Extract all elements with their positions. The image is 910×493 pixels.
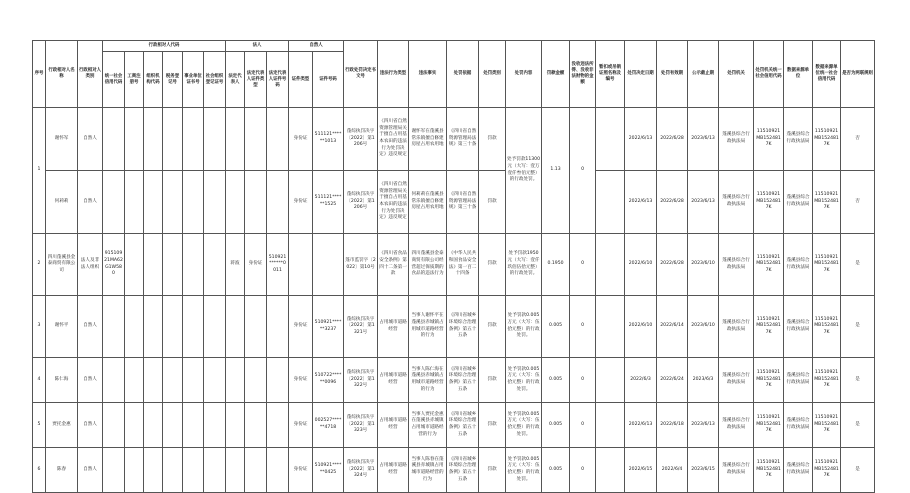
cell-violation-type: 《四川省自然资源管理局关于擅自占用基本农田的违法行为处罚决定》违反规定 [378,171,409,234]
cell-source-code: 11510921MB1524817K [813,296,841,358]
header-legal-rep: 法定代表人 [226,52,245,108]
cell-legal-rep [226,171,245,234]
cell-remark: 是 [841,234,875,296]
cell-source-unit: 蓬溪县综合行政执法局 [784,358,813,403]
cell-basis: 《四川省城乡环境综合治理条例》第五十五条 [447,403,479,448]
cell-source-unit: 蓬溪县综合行政执法局 [784,171,813,234]
cell-authority-code: 11510921MB1524817K [754,403,784,448]
cell-decision-no: 蓬综执罚决字〔2022〕第1323号 [344,403,378,448]
cell-source-code: 11510921MB1524817K [813,358,841,403]
cell-authority: 蓬溪县综合行政执法局 [719,234,754,296]
cell-seq: 1 [33,108,46,234]
cell-category: 罚款 [479,234,506,296]
header-org-code: 组织机构代码 [144,52,163,108]
cell-seq: 5 [33,403,46,448]
cell-party-type: 法人及非法人组织 [78,234,103,296]
cell-credit-code [103,296,125,358]
cell-valid-date: 2022/6/14 [657,296,688,358]
cell-authority: 蓬溪县综合行政执法局 [719,171,754,234]
header-credit-code: 统一社会信用代码 [103,52,125,108]
cell-party-name: 四川蓬溪县金泰商贸有限公司 [46,234,78,296]
header-party-type: 行政相对人类别 [78,41,103,108]
header-natural-group: 自然人 [289,41,344,52]
cell-confiscated: 0 [570,108,596,234]
cell-revoke-no [596,403,625,448]
cell-party-type: 自然人 [78,448,103,493]
cell-decision-no: 蓬综执罚决字〔2022〕第1324号 [344,448,378,493]
header-tax-reg: 税务登记号 [163,52,183,108]
header-public-deadline: 公示截止期 [688,41,719,108]
cell-revoke-no [596,234,625,296]
cell-tax-reg [163,448,183,493]
cell-id-no: 510722******0096 [313,358,344,403]
cell-fine: 0.005 [542,296,570,358]
cell-inst-cert [183,403,204,448]
header-party-name: 行政相对人名称 [46,41,78,108]
cell-source-unit: 蓬溪县综合行政执法局 [784,296,813,358]
cell-decision-no: 蓬综执罚决字〔2022〕第1322号 [344,358,378,403]
cell-authority: 蓬溪县综合行政执法局 [719,108,754,171]
cell-basis: 《中华人民共和国食品安全法》第一百二十四条 [447,234,479,296]
cell-source-code: 11510921MB1524817K [813,108,841,171]
cell-source-unit: 蓬溪县综合行政执法局 [784,234,813,296]
cell-seq: 2 [33,234,46,296]
cell-remark: 是 [841,448,875,493]
cell-valid-date: 2022/6/4 [657,448,688,493]
cell-party-name: 陈仁海 [46,358,78,403]
cell-valid-date: 2022/6/18 [657,403,688,448]
cell-decision-date: 2022/6/3 [625,358,657,403]
cell-basis: 《四川省城乡环境综合治理条例》第五十五条 [447,358,479,403]
cell-social-org [204,358,226,403]
cell-authority-code: 11510921MB1524817K [754,108,784,171]
cell-content: 处予罚款1950元（大写：壹仟玖佰伍拾元整）的行政处罚。 [506,234,542,296]
header-decision-date: 处罚决定日期 [625,41,657,108]
cell-remark: 是 [841,358,875,403]
header-remark: 是否为两联规则 [841,41,875,108]
cell-credit-code [103,448,125,493]
cell-fine: 1.13 [542,108,570,234]
penalty-table [32,40,905,493]
cell-category: 罚款 [479,403,506,448]
cell-id-no: 510921******0425 [313,448,344,493]
cell-revoke-no [596,296,625,358]
cell-legal-id-type [245,358,267,403]
cell-violation-facts: 当事人陈春在蓬溪县赤城镇占用城市道路经营的行为 [409,448,447,493]
cell-confiscated: 0 [570,403,596,448]
header-legal-id-type: 法定代表人证件类型 [245,52,267,108]
cell-authority: 蓬溪县综合行政执法局 [719,403,754,448]
cell-party-type: 自然人 [78,358,103,403]
cell-violation-type: 《四川省自然资源管理局关于擅自占用基本农田的违法行为处罚决定》违反规定 [378,108,409,171]
cell-authority-code: 11510921MB1524817K [754,448,784,493]
header-party-code-group: 行政相对人代码 [103,41,226,52]
cell-valid-date: 2022/6/24 [657,358,688,403]
header-legal-group: 法人 [226,41,289,52]
cell-basis: 《四川省城乡环境综合治理条例》第五十五条 [447,448,479,493]
cell-decision-no: 蓬综执罚决字〔2022〕第1206号 [344,108,378,171]
cell-authority: 蓬溪县综合行政执法局 [719,448,754,493]
header-source-code: 数据来源单位统一社会信用代码 [813,41,841,108]
cell-legal-rep: 蒋波 [226,234,245,296]
table-row [33,108,905,171]
cell-id-no: 511121******1013 [313,108,344,171]
table-row [33,448,905,493]
cell-org-code [144,448,163,493]
cell-seq: 6 [33,448,46,493]
cell-public-deadline: 2023/6/3 [688,358,719,403]
header-violation-type: 违法行为类型 [378,41,409,108]
cell-content: 处予罚款0.005万元（大写：伍拾元整）的行政处罚。 [506,358,542,403]
cell-public-deadline: 2023/6/13 [688,108,719,171]
cell-inst-cert [183,234,204,296]
cell-violation-type: 占用城市道路经营 [378,358,409,403]
cell-public-deadline: 2023/6/13 [688,403,719,448]
header-fine: 罚款金额 [542,41,570,108]
cell-decision-date: 2022/6/13 [625,171,657,234]
cell-public-deadline: 2023/6/10 [688,234,719,296]
cell-legal-rep [226,296,245,358]
cell-credit-code [103,403,125,448]
cell-remark: 否 [841,171,875,234]
cell-violation-type: 占用城市道路经营 [378,403,409,448]
cell-legal-rep [226,403,245,448]
cell-revoke-no [596,358,625,403]
header-seq: 序号 [33,41,46,108]
header-violation-facts: 违法事实 [409,41,447,108]
cell-public-deadline: 2023/6/10 [688,296,719,358]
cell-content: 处予罚款11300元（大写：壹万壹仟叁佰元整）的行政处罚。 [506,108,542,234]
cell-party-name: 贾托金惠 [46,403,78,448]
header-source-unit: 数据来源单位 [784,41,813,108]
header-confiscated: 没收违法所得、没收非法财物的金额 [570,41,596,108]
cell-violation-type: 占用城市道路经营 [378,296,409,358]
cell-legal-id-type: 身份证 [245,234,267,296]
cell-id-no [313,234,344,296]
table-row [33,358,905,403]
cell-party-name: 谢怀军 [46,108,78,171]
cell-inst-cert [183,171,204,234]
cell-legal-id-no [267,296,289,358]
cell-social-org [204,296,226,358]
cell-org-code [144,296,163,358]
cell-biz-reg [125,234,144,296]
header-content: 处罚内容 [506,41,542,108]
cell-source-code: 11510921MB1524817K [813,403,841,448]
header-basis: 处罚依据 [447,41,479,108]
cell-inst-cert [183,296,204,358]
cell-tax-reg [163,171,183,234]
table-row [33,171,905,234]
cell-source-code: 11510921MB1524817K [813,448,841,493]
cell-seq: 3 [33,296,46,358]
cell-id-type: 身份证 [289,403,313,448]
cell-seq: 4 [33,358,46,403]
cell-legal-id-type [245,108,267,171]
cell-content: 处予罚款0.005万元（大写：伍拾元整）的行政处罚。 [506,448,542,493]
cell-authority-code: 11510921MB1524817K [754,358,784,403]
cell-party-name: 陈春 [46,448,78,493]
cell-legal-id-type [245,403,267,448]
cell-violation-facts: 当事人陈仁海在蓬溪县赤城镇占用城市道路经营的行为 [409,358,447,403]
cell-legal-id-type [245,296,267,358]
cell-revoke-no [596,171,625,234]
cell-org-code [144,171,163,234]
cell-tax-reg [163,234,183,296]
cell-authority: 蓬溪县综合行政执法局 [719,296,754,358]
cell-id-type: 身份证 [289,358,313,403]
cell-tax-reg [163,108,183,171]
cell-source-unit: 蓬溪县综合行政执法局 [784,108,813,171]
cell-fine: 0.005 [542,403,570,448]
cell-category: 罚款 [479,448,506,493]
cell-biz-reg [125,403,144,448]
cell-revoke-no [596,108,625,171]
cell-legal-rep [226,448,245,493]
cell-tax-reg [163,403,183,448]
header-category: 处罚类别 [479,41,506,108]
cell-org-code [144,234,163,296]
cell-id-type: 身份证 [289,296,313,358]
cell-decision-no: 蓬综执罚决字〔2022〕第1206号 [344,171,378,234]
cell-decision-no: 蓬综执罚决字〔2022〕第1321号 [344,296,378,358]
cell-source-unit: 蓬溪县综合行政执法局 [784,403,813,448]
cell-party-type: 自然人 [78,108,103,171]
cell-public-deadline: 2023/6/15 [688,448,719,493]
cell-violation-facts: 四川蓬溪县金泰商贸有限公司经营超过保质期的食品的违法行为 [409,234,447,296]
cell-basis: 《四川省城乡环境综合治理条例》第五十五条 [447,296,479,358]
cell-legal-rep [226,358,245,403]
cell-social-org [204,171,226,234]
cell-decision-date: 2022/6/10 [625,234,657,296]
cell-remark: 是 [841,403,875,448]
cell-inst-cert [183,448,204,493]
cell-credit-code [103,171,125,234]
cell-violation-type: 《四川省食品安全条例》第四十二条第一款 [378,234,409,296]
table-row [33,296,905,358]
cell-credit-code [103,108,125,171]
cell-social-org [204,108,226,171]
cell-decision-no: 蓬市监罚字〔2022〕第10号 [344,234,378,296]
cell-legal-rep [226,108,245,171]
cell-source-code: 11510921MB1524817K [813,234,841,296]
cell-id-no: 002527******4718 [313,403,344,448]
cell-fine: 0.005 [542,358,570,403]
cell-id-no: 511121******1525 [313,171,344,234]
cell-violation-type: 占用城市道路经营 [378,448,409,493]
header-id-no: 证件号码 [313,52,344,108]
cell-party-type: 自然人 [78,171,103,234]
cell-legal-id-no [267,358,289,403]
header-valid-date: 处罚有效期 [657,41,688,108]
cell-category: 罚款 [479,171,506,234]
cell-decision-date: 2022/6/10 [625,296,657,358]
cell-biz-reg [125,108,144,171]
cell-tax-reg [163,358,183,403]
cell-legal-id-no: 510921******0011 [267,234,289,296]
cell-legal-id-no [267,448,289,493]
cell-authority-code: 11510921MB1524817K [754,296,784,358]
cell-remark: 是 [841,296,875,358]
cell-decision-date: 2022/6/15 [625,448,657,493]
cell-decision-date: 2022/6/13 [625,403,657,448]
cell-inst-cert [183,358,204,403]
cell-fine: 0.1950 [542,234,570,296]
cell-valid-date: 2022/6/28 [657,108,688,171]
cell-id-no: 510921******3237 [313,296,344,358]
cell-org-code [144,108,163,171]
cell-authority-code: 11510921MB1524817K [754,234,784,296]
header-biz-reg: 工商注册号 [125,52,144,108]
cell-category: 罚款 [479,358,506,403]
cell-valid-date: 2022/6/28 [657,234,688,296]
cell-category: 罚款 [479,296,506,358]
cell-id-type: 身份证 [289,171,313,234]
cell-authority: 蓬溪县综合行政执法局 [719,358,754,403]
cell-social-org [204,448,226,493]
table-row [33,403,905,448]
cell-decision-date: 2022/6/13 [625,108,657,171]
cell-confiscated: 0 [570,358,596,403]
cell-party-name: 何莉莉 [46,171,78,234]
cell-biz-reg [125,171,144,234]
header-authority-code: 处罚机关统一社会信用代码 [754,41,784,108]
header-social-org: 社会组织登记证号 [204,52,226,108]
cell-confiscated: 0 [570,296,596,358]
header-id-type: 证件类型 [289,52,313,108]
cell-id-type: 身份证 [289,448,313,493]
cell-public-deadline: 2023/6/13 [688,171,719,234]
cell-org-code [144,358,163,403]
table-row [33,234,905,296]
header-revoke-no: 暂扣或吊销证照名称及编号 [596,41,625,108]
cell-remark: 否 [841,108,875,171]
cell-content: 处予罚款0.005万元（大写：伍拾元整）的行政处罚。 [506,403,542,448]
cell-content: 处予罚款0.005万元（大写：伍拾元整）的行政处罚。 [506,296,542,358]
cell-legal-id-no [267,108,289,171]
cell-inst-cert [183,108,204,171]
cell-fine: 0.005 [542,448,570,493]
cell-biz-reg [125,296,144,358]
cell-valid-date: 2022/6/28 [657,171,688,234]
cell-violation-facts: 当事人贾托金惠在蓬溪县赤城镇占用城市道路经营的行为 [409,403,447,448]
cell-source-unit: 蓬溪县综合行政执法局 [784,448,813,493]
cell-biz-reg [125,358,144,403]
cell-party-name: 谢怀平 [46,296,78,358]
cell-credit-code [103,358,125,403]
cell-tax-reg [163,296,183,358]
cell-credit-code: 91510921MA62G1W580 [103,234,125,296]
cell-basis: 《四川省自然资源管理局法规》第三十条 [447,108,479,171]
cell-biz-reg [125,448,144,493]
cell-authority-code: 11510921MB1524817K [754,171,784,234]
cell-category: 罚款 [479,108,506,171]
cell-legal-id-no [267,171,289,234]
cell-violation-facts: 何莉莉在蓬溪县常乐镇擅自修建房屋占用农用地 [409,171,447,234]
cell-id-type [289,234,313,296]
cell-org-code [144,403,163,448]
header-inst-cert: 事业单位证书号 [183,52,204,108]
cell-violation-facts: 谢怀军在蓬溪县常乐镇擅自修建房屋占用农用地 [409,108,447,171]
cell-basis: 《四川省自然资源管理局法规》第三十条 [447,171,479,234]
cell-legal-id-no [267,403,289,448]
cell-social-org [204,234,226,296]
header-decision-no: 行政处罚决定书文号 [344,41,378,108]
cell-social-org [204,403,226,448]
cell-legal-id-type [245,171,267,234]
cell-confiscated: 0 [570,234,596,296]
cell-id-type: 身份证 [289,108,313,171]
cell-confiscated: 0 [570,448,596,493]
header-authority: 处罚机关 [719,41,754,108]
cell-violation-facts: 当事人谢怀平在蓬溪县赤城镇占用城市道路经营的行为 [409,296,447,358]
cell-revoke-no [596,448,625,493]
header-legal-id-no: 法定代表人证件号码 [267,52,289,108]
cell-party-type: 自然人 [78,296,103,358]
cell-party-type: 自然人 [78,403,103,448]
cell-legal-id-type [245,448,267,493]
cell-source-code: 11510921MB1524817K [813,171,841,234]
